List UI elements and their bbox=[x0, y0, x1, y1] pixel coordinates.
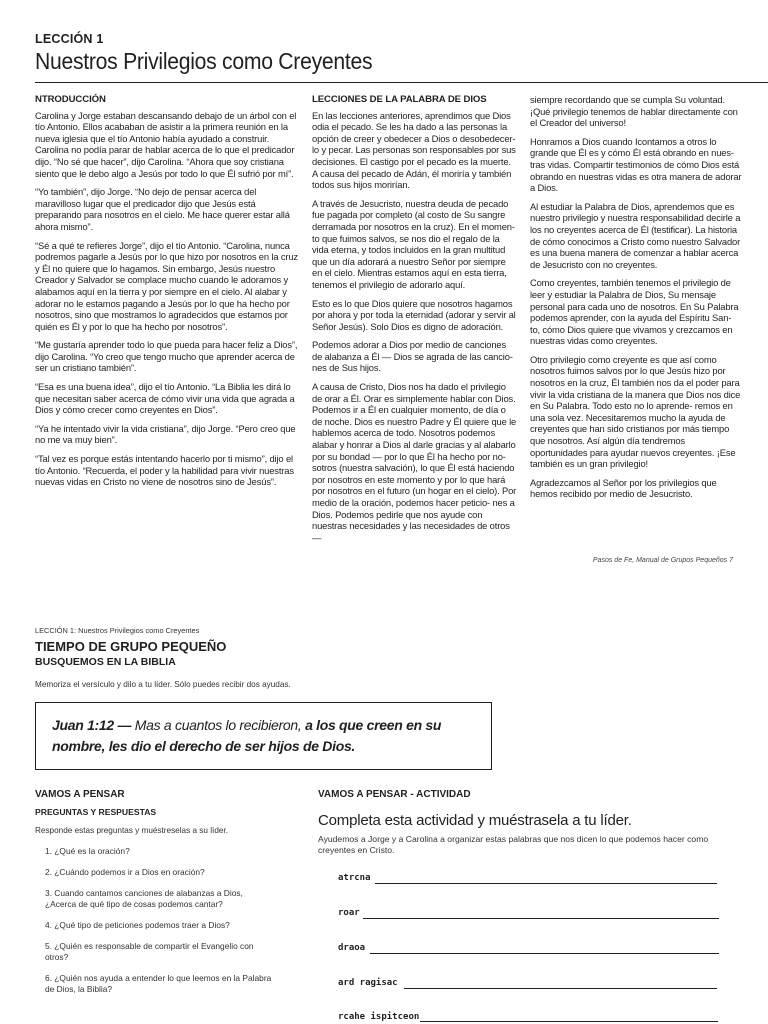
intro-paragraph: “Sé a qué te refieres Jorge”, dijo el tío Antonio. “Carolina, nunca podremos pagarle a Jesús por lo que hizo por nosotros en la cruz y Él no quiere que lo hagamos. Sin embargo, Jesús nuestro Creador y Salvador se complace mucho cuando le adoramos y alabamos aquí en la tierra y por siempre en el cielo. Al alabar y adorar no le estamos pagando a Jesús por lo que ha hecho por nosotros, sino que mostramos lo agradecidos que estamos por quién es Él y por lo que ha hecho por nosotros”. bbox=[35, 239, 298, 332]
page-footer: Pasos de Fe, Manual de Grupos Pequeños 7 bbox=[592, 557, 733, 564]
scrambled-word: ard ragisac bbox=[338, 978, 398, 988]
introduction-heading: NTRODUCCIÓN bbox=[35, 94, 106, 105]
intro-paragraph: “Yo también”, dijo Jorge. “No dejo de pensar acerca del maravilloso lugar que el predicador dijo que Jesús está preparando para nosotros en el cielo. Me hace querer estar allá ahora mismo”. bbox=[35, 186, 290, 232]
lesson-paragraph: Como creyentes, también tenemos el privilegio de leer y estudiar la Palabra de Dios, Su mensaje personal para cada uno de nosotros. En Su Palabra podemos aprender, con la ayuda del Espíritu San- to, cómo Dios quiere que vivamos y crezcamos en nuestras vidas como creyentes. bbox=[530, 277, 739, 347]
intro-paragraph: “Ya he intentado vivir la vida cristiana”, dijo Jorge. “Pero creo que no me va muy bien”. bbox=[35, 422, 296, 446]
lesson-paragraph: Al estudiar la Palabra de Dios, aprendemos que es nuestro privilegio y nuestra responsabilidad decirle a los no creyentes acerca de Él (testificar). La historia de cómo conocimos a Cristo como nuestro Salvador es una buena manera de comenzar a hablar acerca de Jesucristo con no creyentes. bbox=[530, 200, 741, 270]
intro-paragraph: Carolina y Jorge estaban descansando debajo de un árbol con el tío Antonio. Ellos acababan de asistir a la primera reunión en la nueva iglesia que el tío Antonio había ayudado a construir. Carolina no podía parar de hablar acerca de lo que el predicador dijo. “No sé que hacer”, dijo Carolina. “Ahora que soy cristiana siento que le debo algo a Jesús por todo lo que Él sufrió por mí”. bbox=[35, 109, 297, 179]
scrambled-word: rcahe ispitceon bbox=[338, 1012, 420, 1022]
intro-paragraph: “Me gustaría aprender todo lo que pueda para hacer feliz a Dios”, dijo Carolina. “Yo creo que tengo mucho que aprender acerca de ser un cristiano también”. bbox=[35, 339, 298, 374]
memory-instruction: Memoriza el versículo y dilo a tu líder. Sólo puedes recibir dos ayudas. bbox=[35, 680, 291, 689]
question-item: 1. ¿Qué es la oración? bbox=[45, 846, 130, 856]
lesson-paragraph: Otro privilegio como creyente es que así como nosotros fuimos salvos por lo que Jesús hizo por nosotros en la cruz, Él también nos da el poder para vivir la vida cristiana de la manera que Dios nos dice en Su Palabra. Todo esto no lo aprende- remos en una sola vez. Necesitaremos mucho la ayuda de creyentes que han sido cristianos por más tiempo que nosotros. Así algún día tendremos oportunidades para ayudar nuevos creyentes. ¡Ese también es un gran privilegio! bbox=[530, 353, 741, 470]
qa-instruction: Responde estas preguntas y muéstreselas a su líder. bbox=[35, 826, 228, 835]
scrambled-word: draoa bbox=[338, 943, 366, 953]
answer-line[interactable] bbox=[404, 988, 717, 989]
lessons-heading: LECCIONES DE LA PALABRA DE DIOS bbox=[312, 94, 487, 105]
small-group-title: TIEMPO DE GRUPO PEQUEÑO bbox=[35, 639, 227, 654]
question-item: 5. ¿Quién es responsable de compartir el Evangelio con otros? bbox=[45, 941, 254, 962]
title-divider bbox=[35, 82, 768, 83]
activity-instruction: Ayudemos a Jorge y a Carolina a organizar estas palabras que nos dicen lo que podemos hacer como creyentes en Cristo. bbox=[318, 834, 709, 855]
verse-text-part1: Mas a cuantos lo recibieron, bbox=[131, 717, 306, 733]
page-title: Nuestros Privilegios como Creyentes bbox=[35, 48, 373, 74]
lesson-paragraph: A través de Jesucristo, nuestra deuda de pecado fue pagada por completo (al costo de Su sangre derramada por nosotros en la cruz). En el momen- to que fuimos salvos, se nos dio el regalo de la vida eterna, y todos incluidos en la gran multitud que un día adorará a nuestro Señor por siempre en el cielo. Mientras estamos aquí en esta tierra, tenemos el privilegio de adorarlo aquí. bbox=[312, 197, 515, 290]
activity-heading: VAMOS A PENSAR - ACTIVIDAD bbox=[318, 789, 471, 800]
answer-line[interactable] bbox=[370, 953, 719, 954]
memory-verse bbox=[52, 715, 482, 757]
lessons-continued-column bbox=[530, 94, 742, 507]
question-item: 4. ¿Qué tipo de peticiones podemos traer a Dios? bbox=[45, 920, 230, 930]
qa-subheading: PREGUNTAS Y RESPUESTAS bbox=[35, 807, 157, 817]
answer-line[interactable] bbox=[420, 1021, 718, 1022]
lesson-paragraph: Podemos adorar a Dios por medio de canciones de alabanza a Él — Dios se agrada de las cancio- nes de Sus hijos. bbox=[312, 339, 513, 374]
scrambled-word: roar bbox=[338, 908, 360, 918]
verse-text-part2: a los que creen en su nombre, les dio el derecho de ser hijos de Dios. bbox=[52, 717, 442, 754]
activity-title: Completa esta actividad y muéstrasela a tu líder. bbox=[318, 812, 632, 829]
lessons-column bbox=[312, 94, 518, 550]
verse-reference: Juan 1:12 — bbox=[52, 717, 132, 733]
intro-paragraph: “Esa es una buena idea”, dijo el tío Antonio. “La Biblia les dirá lo que necesitan saber acerca de cómo vivir una vida que agrada a Dios y cómo crecer como creyentes en Dios”. bbox=[35, 381, 295, 416]
lesson-label: LECCIÓN 1 bbox=[35, 32, 104, 46]
memory-verse-box bbox=[35, 702, 492, 770]
lesson-paragraph: Esto es lo que Dios quiere que nosotros hagamos por ahora y por toda la eternidad (adorar y servir al Señor Jesús). Solo Dios es digno de adoración. bbox=[312, 297, 516, 332]
lesson-paragraph: Honramos a Dios cuando Icontamos a otros lo grande que Él es y cómo Él está obrando en nues- tras vidas. Compartir testimonios de cómo Dios está obrando en nuestras vidas es otra manera de adorar a Dios. bbox=[530, 135, 742, 194]
question-list bbox=[35, 846, 275, 1005]
lesson-paragraph: siempre recordando que se cumpla Su voluntad. ¡Qué privilegio tenemos de hablar directamente con el Creador del universo! bbox=[530, 94, 738, 129]
think-heading: VAMOS A PENSAR bbox=[35, 789, 125, 800]
lesson-paragraph: Agradezcamos al Señor por los privilegios que hemos recibido por medio de Jesucristo. bbox=[530, 476, 717, 500]
bible-search-subtitle: BUSQUEMOS EN LA BIBLIA bbox=[35, 656, 176, 668]
section-running-header: LECCIÓN 1: Nuestros Privilegios como Creyentes bbox=[35, 626, 200, 635]
lesson-paragraph: En las lecciones anteriores, aprendimos que Dios odia el pecado. Se les ha dado a las personas la opción de creer y obedecer a Dios o desobedecer- lo y pecar. Las personas son responsables por sus decisiones. El castigo por el pecado es la muerte. A causa del pecado de Adán, él moriría y también todos sus hijos morirían. bbox=[312, 109, 516, 191]
question-item: 2. ¿Cuándo podemos ir a Dios en oración? bbox=[45, 867, 205, 877]
intro-paragraph: “Tal vez es porque estás intentando hacerlo por ti mismo”, dijo el tío Antonio. “Recuerda, el poder y la habilidad para vivir nuestras nuevas vidas en Cristo no viene de nosotros sino de Jesús”. bbox=[35, 453, 294, 488]
question-item: 6. ¿Quién nos ayuda a entender lo que leemos en la Palabra de Dios, la Biblia? bbox=[45, 973, 272, 994]
question-item: 3. Cuando cantamos canciones de alabanzas a Dios, ¿Acerca de qué tipo de cosas podemos cantar? bbox=[45, 888, 243, 909]
answer-line[interactable] bbox=[363, 918, 719, 919]
lesson-paragraph: A causa de Cristo, Dios nos ha dado el privilegio de orar a Él. Orar es simplemente hablar con Dios. Podemos ir a Él en cualquier momento, de día o de noche. Dios es nuestro Padre y Él quiere que le hablemos acerca de todo. Nosotros podemos alabar y honrar a Dios al darle gracias y al alabarlo por su bondad — por lo que Él ha hecho por no- sotros (nuestra salvación), lo que Él está haciendo por nosotros en este momento y por lo que hará por nosotros en el futuro (un hogar en el cielo). Por medio de la oración, podemos hacer peticio- nes a Dios. Podemos pedirle que nos ayude con nuestras necesidades y las necesidades de otros — bbox=[312, 381, 517, 543]
answer-line[interactable] bbox=[375, 883, 717, 884]
introduction-column bbox=[35, 94, 301, 495]
scrambled-word: atrcna bbox=[338, 873, 371, 883]
